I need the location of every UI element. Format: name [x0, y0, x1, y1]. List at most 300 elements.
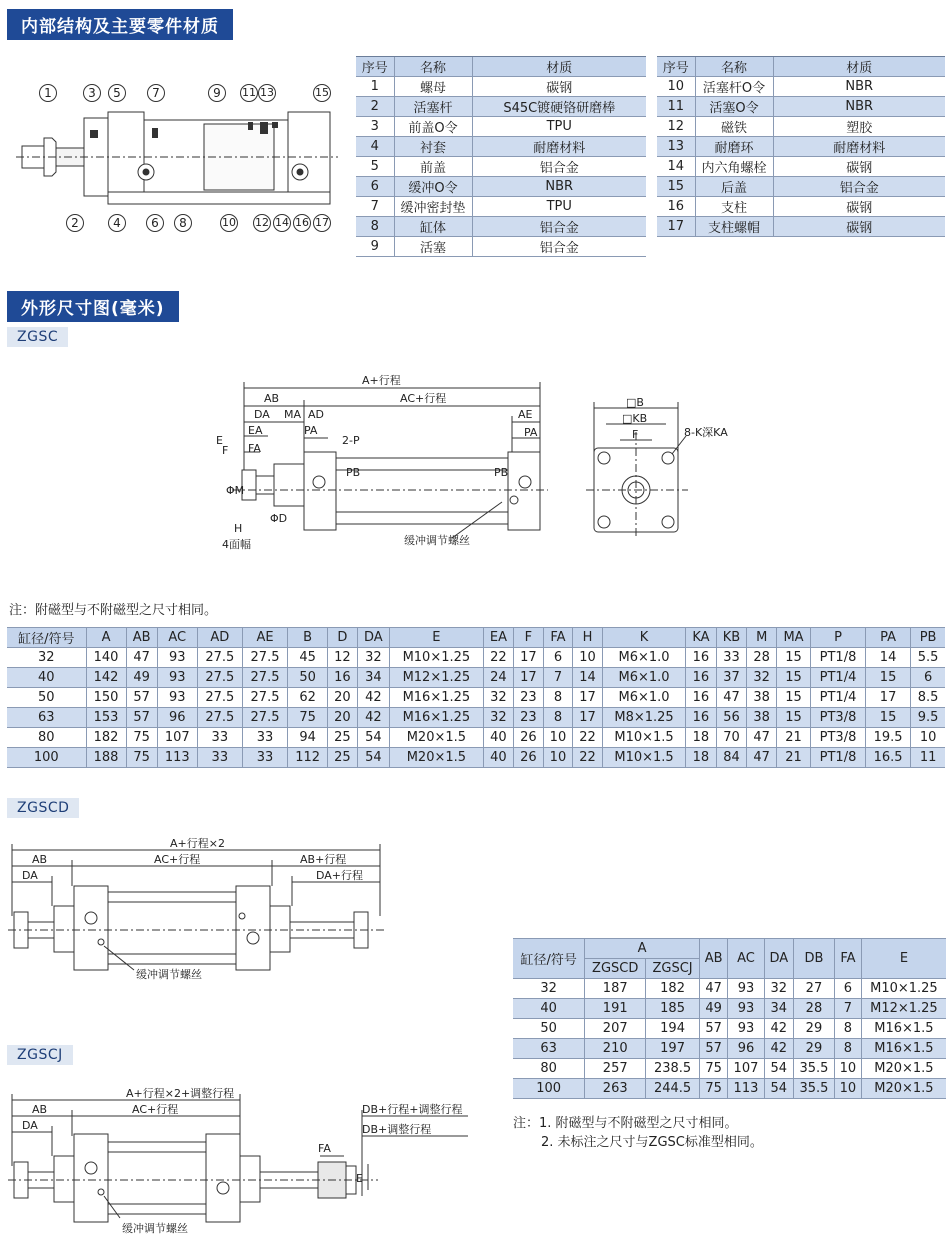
cell: 7 [834, 999, 861, 1019]
header-cell: K [602, 628, 685, 648]
zgscj-drawing [8, 1086, 468, 1236]
table-row [513, 1079, 946, 1099]
cell: M6×1.0 [602, 648, 685, 668]
cell: 50 [288, 668, 328, 688]
cell: M16×1.25 [389, 688, 483, 708]
balloon: 2 [66, 214, 84, 232]
cell: 23 [514, 688, 544, 708]
cell: 缓冲O令 [394, 177, 472, 197]
cell: 17 [865, 688, 910, 708]
header-cell: B [288, 628, 328, 648]
cell: 铝合金 [472, 237, 646, 257]
label-ea: EA [248, 424, 263, 437]
cell: 140 [86, 648, 126, 668]
cell: 16 [686, 688, 716, 708]
balloon: 16 [293, 214, 311, 232]
cell: 6 [543, 648, 573, 668]
header-cell: E [861, 939, 946, 979]
label-sq-kb: □KB [622, 412, 648, 425]
cell: 113 [728, 1079, 764, 1099]
header-cell: AD [197, 628, 242, 648]
label-h: H [234, 522, 243, 535]
header-cell: FA [543, 628, 573, 648]
cell: 80 [513, 1059, 585, 1079]
balloon: 6 [146, 214, 164, 232]
cell: 23 [514, 708, 544, 728]
cell: M16×1.5 [861, 1019, 946, 1039]
cell: 10 [834, 1079, 861, 1099]
cell: 20 [328, 688, 358, 708]
cell: 15 [657, 177, 695, 197]
header-cell: DA [357, 628, 389, 648]
cell: 27.5 [197, 668, 242, 688]
label-ad: AD [308, 408, 324, 421]
cell: 40 [483, 728, 513, 748]
cell: NBR [773, 77, 945, 97]
balloon: 17 [313, 214, 331, 232]
header-cell: KB [716, 628, 747, 648]
cell: 54 [764, 1059, 793, 1079]
table-row [513, 1039, 946, 1059]
parts-table-left [356, 56, 646, 257]
cell: 16 [686, 668, 716, 688]
cell: 支柱 [695, 197, 773, 217]
cell: 107 [157, 728, 197, 748]
cell: 24 [483, 668, 513, 688]
cell: 18 [686, 728, 716, 748]
cell: 197 [646, 1039, 700, 1059]
cell: 49 [126, 668, 157, 688]
cell: 75 [126, 748, 157, 768]
header-cell: M [747, 628, 777, 648]
cell: 45 [288, 648, 328, 668]
cell: 16 [657, 197, 695, 217]
header-cell: D [328, 628, 358, 648]
cell: PT1/4 [811, 688, 866, 708]
header-cell: 名称 [695, 57, 773, 77]
cell: 40 [513, 999, 585, 1019]
cell: TPU [472, 117, 646, 137]
table-row [7, 708, 945, 728]
cell: 194 [646, 1019, 700, 1039]
label-four-flats: 4面幅 [222, 538, 251, 551]
label-ac-stroke: AC+行程 [400, 392, 447, 405]
cell: 191 [585, 999, 646, 1019]
label-ab-stroke: AB+行程 [300, 853, 347, 866]
cell: 38 [747, 708, 777, 728]
cell: 3 [356, 117, 394, 137]
cell: 153 [86, 708, 126, 728]
cell: 11 [911, 748, 945, 768]
cell: 7 [356, 197, 394, 217]
label-a-stroke: A+行程 [362, 374, 401, 387]
table-row [7, 728, 945, 748]
cell: 10 [657, 77, 695, 97]
header-cell: A [585, 939, 700, 959]
header-cell: DA [764, 939, 793, 979]
cell: 94 [288, 728, 328, 748]
label-ab: AB [32, 853, 48, 866]
cell: 缸体 [394, 217, 472, 237]
cell: 15 [776, 668, 810, 688]
cell: 27.5 [197, 648, 242, 668]
cell: 75 [126, 728, 157, 748]
label-ac-stroke: AC+行程 [132, 1103, 179, 1116]
cell: M8×1.25 [602, 708, 685, 728]
cell: 57 [699, 1039, 727, 1059]
cell: 187 [585, 979, 646, 999]
cell: 32 [357, 648, 389, 668]
label-db-stroke-adj: DB+行程+调整行程 [362, 1103, 463, 1116]
cell: 62 [288, 688, 328, 708]
zgscd-model-label: ZGSCD [7, 798, 79, 818]
cell: 前盖 [394, 157, 472, 177]
cell: M16×1.25 [389, 708, 483, 728]
cell: 38 [747, 688, 777, 708]
d-note-2: 2. 未标注之尺寸与ZGSC标准型相同。 [541, 1135, 763, 1150]
cell: 耐磨材料 [773, 137, 945, 157]
label-cushion-screw: 缓冲调节螺丝 [122, 1222, 188, 1235]
header-cell: AC [728, 939, 764, 979]
label-e: E [216, 434, 223, 447]
cell: 10 [543, 748, 573, 768]
table-row [513, 979, 946, 999]
cell: 75 [699, 1059, 727, 1079]
table-row [7, 748, 945, 768]
cell: 4 [356, 137, 394, 157]
cell: 27.5 [197, 708, 242, 728]
cell: 54 [357, 728, 389, 748]
cell: 28 [793, 999, 834, 1019]
cell: 84 [716, 748, 747, 768]
cell: 塑胶 [773, 117, 945, 137]
cell: NBR [472, 177, 646, 197]
cell: 100 [513, 1079, 585, 1099]
d-note-1: 注：1. 附磁型与不附磁型之尺寸相同。 [513, 1116, 738, 1131]
cell: 2 [356, 97, 394, 117]
cell: 支柱螺帽 [695, 217, 773, 237]
cell: 40 [7, 668, 86, 688]
cell: 182 [86, 728, 126, 748]
label-pb: PB [346, 466, 361, 479]
cell: 142 [86, 668, 126, 688]
label-pa-right: PA [524, 426, 538, 439]
cell: 活塞杆 [394, 97, 472, 117]
zgscd-zgscj-dimension-table [513, 938, 946, 1099]
label-ae: AE [518, 408, 533, 421]
balloon: 10 [220, 214, 238, 232]
cell: 16.5 [865, 748, 910, 768]
balloon: 13 [258, 84, 276, 102]
cell: 铝合金 [472, 217, 646, 237]
cell: 前盖O令 [394, 117, 472, 137]
label-f: F [222, 444, 229, 457]
table-row [356, 137, 646, 157]
cell: 6 [834, 979, 861, 999]
cell: 96 [728, 1039, 764, 1059]
header-cell: 序号 [356, 57, 394, 77]
zgsc-note: 注：附磁型与不附磁型之尺寸相同。 [9, 603, 218, 618]
cell: 93 [728, 979, 764, 999]
cell: 75 [288, 708, 328, 728]
cell: 8 [834, 1019, 861, 1039]
cell: 93 [728, 999, 764, 1019]
cell: 26 [514, 748, 544, 768]
table-row [356, 97, 646, 117]
header-cell: 缸径/符号 [513, 939, 585, 979]
cell: 10 [834, 1059, 861, 1079]
cell: 93 [157, 688, 197, 708]
header-cell: KA [686, 628, 716, 648]
cell: 112 [288, 748, 328, 768]
cell: 碳钢 [773, 157, 945, 177]
table-row [657, 217, 945, 237]
header-cell: PA [865, 628, 910, 648]
cell: 内六角螺栓 [695, 157, 773, 177]
cell: 10 [543, 728, 573, 748]
cell: 40 [483, 748, 513, 768]
cell: 37 [716, 668, 747, 688]
label-da: DA [22, 869, 38, 882]
cell: 54 [764, 1079, 793, 1099]
cell: PT3/8 [811, 708, 866, 728]
label-fa: FA [318, 1142, 331, 1155]
cell: 33 [242, 728, 287, 748]
cell: 27 [793, 979, 834, 999]
cell: 27.5 [242, 668, 287, 688]
table-row [356, 157, 646, 177]
balloon: 8 [174, 214, 192, 232]
cell: 10 [573, 648, 603, 668]
cell: 42 [764, 1039, 793, 1059]
table-row [657, 157, 945, 177]
cell: 7 [543, 668, 573, 688]
header-cell: AB [699, 939, 727, 979]
cell: 15 [776, 648, 810, 668]
label-da: DA [22, 1119, 38, 1132]
cell: 34 [357, 668, 389, 688]
cell: 8 [543, 688, 573, 708]
cell: 20 [328, 708, 358, 728]
cell: 25 [328, 748, 358, 768]
header-cell: P [811, 628, 866, 648]
cell: M12×1.25 [861, 999, 946, 1019]
label-ports: 2-P [342, 434, 360, 447]
cell: 27.5 [242, 708, 287, 728]
cell: 33 [197, 728, 242, 748]
cell: 15 [865, 708, 910, 728]
balloon: 1 [39, 84, 57, 102]
cell: 12 [657, 117, 695, 137]
label-phi-m: ΦM [226, 484, 245, 497]
header-cell: DB [793, 939, 834, 979]
header-cell: 材质 [773, 57, 945, 77]
cell: 207 [585, 1019, 646, 1039]
cell: PT1/8 [811, 748, 866, 768]
cell: 18 [686, 748, 716, 768]
cell: 21 [776, 728, 810, 748]
zgsc-end-drawing [580, 392, 740, 542]
cell: 63 [7, 708, 86, 728]
label-f-end: F [632, 428, 639, 441]
label-db-adj: DB+调整行程 [362, 1123, 432, 1136]
cell: 22 [573, 728, 603, 748]
cell: 8 [834, 1039, 861, 1059]
cell: M20×1.5 [861, 1079, 946, 1099]
table-row [7, 648, 945, 668]
cell: 96 [157, 708, 197, 728]
cell: 47 [747, 748, 777, 768]
cell: 螺母 [394, 77, 472, 97]
label-da: DA [254, 408, 270, 421]
balloon: 14 [273, 214, 291, 232]
cell: 10 [911, 728, 945, 748]
cell: 47 [699, 979, 727, 999]
cell: 活塞 [394, 237, 472, 257]
cell: 17 [573, 708, 603, 728]
cell: 75 [699, 1079, 727, 1099]
cell: M10×1.25 [389, 648, 483, 668]
header-cell: H [573, 628, 603, 648]
zgsc-side-drawing [212, 372, 552, 572]
label-pa: PA [304, 424, 318, 437]
balloon: 4 [108, 214, 126, 232]
cell: 17 [573, 688, 603, 708]
cell: NBR [773, 97, 945, 117]
header-cell: A [86, 628, 126, 648]
cell: 碳钢 [773, 217, 945, 237]
table-row [657, 137, 945, 157]
cell: 150 [86, 688, 126, 708]
cell: M6×1.0 [602, 688, 685, 708]
header-cell: ZGSCD [585, 959, 646, 979]
cell: 57 [126, 688, 157, 708]
label-cushion-screw: 缓冲调节螺丝 [136, 968, 202, 981]
cell: 14 [573, 668, 603, 688]
cell: 35.5 [793, 1059, 834, 1079]
table-row [513, 1059, 946, 1079]
cell: 缓冲密封垫 [394, 197, 472, 217]
cell: 28 [747, 648, 777, 668]
balloon: 12 [253, 214, 271, 232]
cell: 32 [747, 668, 777, 688]
cell: 182 [646, 979, 700, 999]
cell: 1 [356, 77, 394, 97]
cell: 6 [356, 177, 394, 197]
table-row [657, 77, 945, 97]
cell: 8 [356, 217, 394, 237]
table-row [356, 177, 646, 197]
cell: 54 [357, 748, 389, 768]
cell: 27.5 [197, 688, 242, 708]
cell: 9.5 [911, 708, 945, 728]
cell: M12×1.25 [389, 668, 483, 688]
table-row [513, 999, 946, 1019]
balloon: 15 [313, 84, 331, 102]
header-cell: 材质 [472, 57, 646, 77]
cell: 93 [728, 1019, 764, 1039]
label-sq-b: □B [626, 396, 644, 409]
header-cell: PB [911, 628, 945, 648]
cell: 100 [7, 748, 86, 768]
cell: 35.5 [793, 1079, 834, 1099]
header-cell: 名称 [394, 57, 472, 77]
label-ab: AB [264, 392, 280, 405]
cell: 50 [513, 1019, 585, 1039]
cell: 17 [514, 648, 544, 668]
zgsc-model-label: ZGSC [7, 327, 68, 347]
cell: 15 [776, 708, 810, 728]
cell: 5 [356, 157, 394, 177]
cell: 210 [585, 1039, 646, 1059]
cell: 8.5 [911, 688, 945, 708]
label-fa: FA [248, 442, 261, 455]
cell: 6 [911, 668, 945, 688]
cell: PT3/8 [811, 728, 866, 748]
table-row [7, 668, 945, 688]
label-e: E [356, 1172, 363, 1185]
cell: 19.5 [865, 728, 910, 748]
table-row [513, 1019, 946, 1039]
cell: 25 [328, 728, 358, 748]
cell: PT1/4 [811, 668, 866, 688]
cell: M16×1.5 [861, 1039, 946, 1059]
cell: 22 [483, 648, 513, 668]
cell: 铝合金 [773, 177, 945, 197]
header-cell: AE [242, 628, 287, 648]
cell: 27.5 [242, 688, 287, 708]
cell: 14 [657, 157, 695, 177]
cell: 32 [513, 979, 585, 999]
cell: 32 [483, 688, 513, 708]
header-cell: AC [157, 628, 197, 648]
label-ac-stroke: AC+行程 [154, 853, 201, 866]
header-cell: AB [126, 628, 157, 648]
cell: 257 [585, 1059, 646, 1079]
cell: 碳钢 [472, 77, 646, 97]
cell: 42 [357, 688, 389, 708]
cell: 11 [657, 97, 695, 117]
cell: 57 [699, 1019, 727, 1039]
cell: 185 [646, 999, 700, 1019]
cell: 63 [513, 1039, 585, 1059]
cell: 244.5 [646, 1079, 700, 1099]
cell: 80 [7, 728, 86, 748]
table-row [356, 237, 646, 257]
label-phi-d: ΦD [270, 512, 288, 525]
cell: 铝合金 [472, 157, 646, 177]
cell: 47 [126, 648, 157, 668]
balloon: 3 [83, 84, 101, 102]
header-cell: FA [834, 939, 861, 979]
cell: M20×1.5 [389, 748, 483, 768]
cell: 15 [865, 668, 910, 688]
cell: 15 [776, 688, 810, 708]
cell: 活塞O令 [695, 97, 773, 117]
cell: 50 [7, 688, 86, 708]
cell: 耐磨材料 [472, 137, 646, 157]
cell: 碳钢 [773, 197, 945, 217]
cell: 22 [573, 748, 603, 768]
cell: 47 [747, 728, 777, 748]
cell: M10×1.5 [602, 728, 685, 748]
table-row [356, 77, 646, 97]
cell: TPU [472, 197, 646, 217]
table-row [7, 688, 945, 708]
label-da-stroke: DA+行程 [316, 869, 364, 882]
balloon: 9 [208, 84, 226, 102]
label-cushion-screw: 缓冲调节螺丝 [404, 534, 470, 547]
